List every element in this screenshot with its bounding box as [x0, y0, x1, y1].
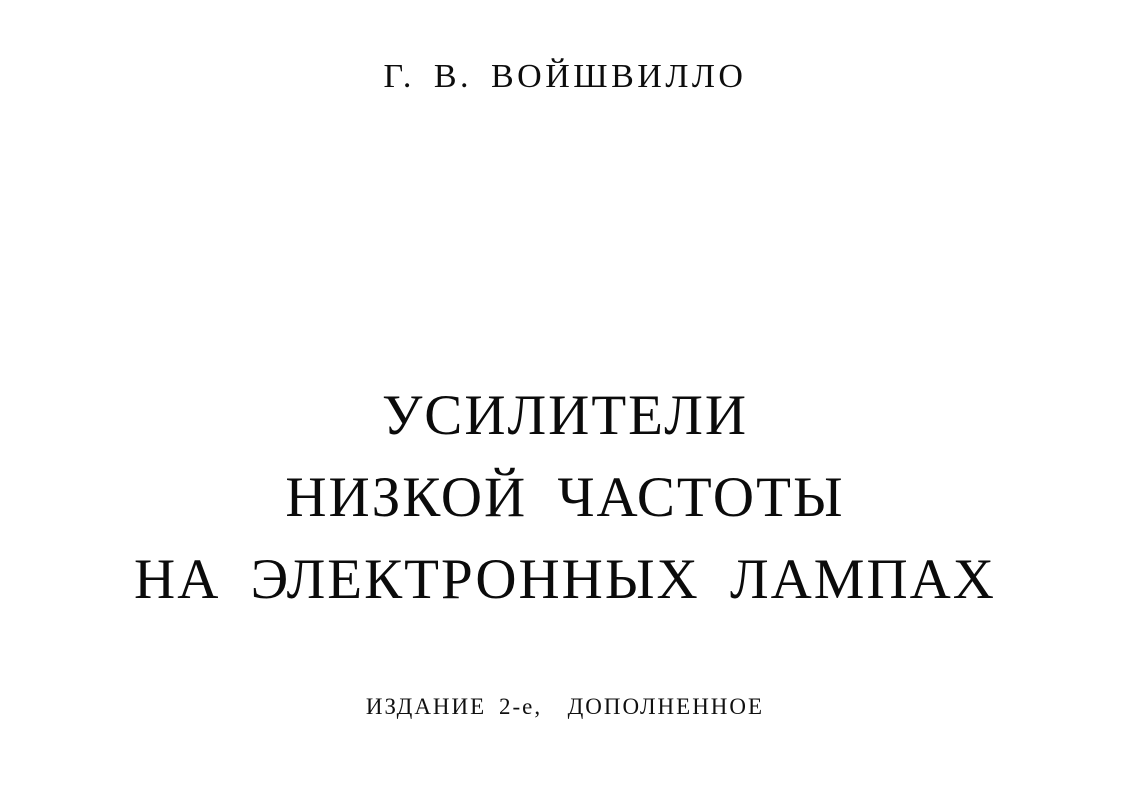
edition-statement: ИЗДАНИЕ 2-е, ДОПОЛНЕННОЕ: [365, 694, 765, 719]
author-name: Г. В. ВОЙШВИЛЛО: [383, 58, 747, 95]
title-line-3: НА ЭЛЕКТРОННЫХ ЛАМПАХ: [134, 548, 996, 611]
title-line-1: УСИЛИТЕЛИ: [381, 384, 749, 447]
book-title: [0, 375, 1130, 621]
title-line-2: НИЗКОЙ ЧАСТОТЫ: [285, 466, 845, 529]
